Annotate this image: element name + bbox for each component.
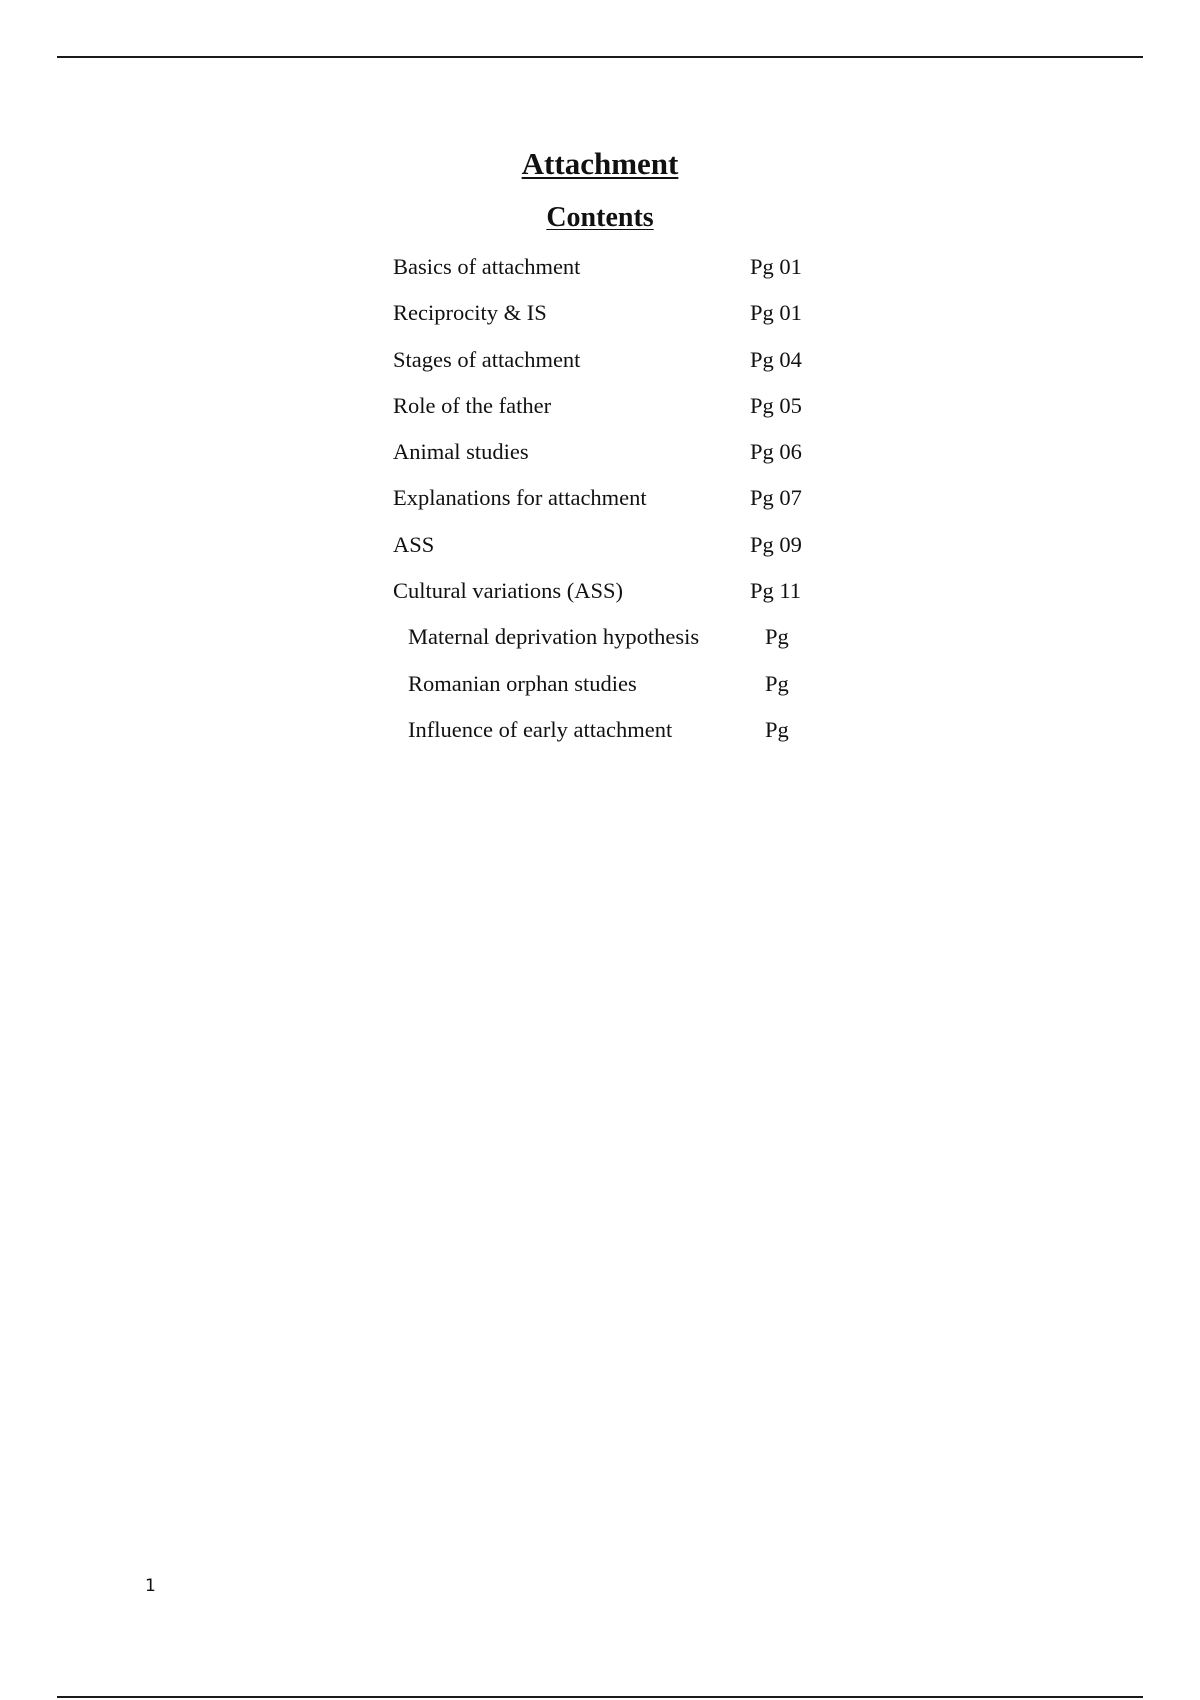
document-title: Attachment bbox=[521, 146, 679, 181]
toc-entry-label: Reciprocity & IS bbox=[393, 300, 547, 326]
toc-subentry bbox=[393, 712, 823, 758]
toc-entry-page: Pg 05 bbox=[750, 392, 802, 418]
toc-entry-page: Pg bbox=[765, 716, 789, 742]
toc-entry-label: Explanations for attachment bbox=[393, 485, 647, 511]
footer-rule bbox=[57, 1696, 1143, 1698]
toc-entry-label: Romanian orphan studies bbox=[408, 670, 637, 696]
table-of-contents bbox=[393, 249, 823, 758]
toc-entry-page: Pg bbox=[765, 670, 789, 696]
toc-entry-label: Cultural variations (ASS) bbox=[393, 578, 623, 604]
toc-entry-page: Pg 11 bbox=[750, 578, 802, 604]
toc-entry-page: Pg bbox=[765, 624, 789, 650]
toc-entry bbox=[393, 480, 823, 526]
toc-subentry bbox=[393, 666, 823, 712]
toc-entry bbox=[393, 527, 823, 573]
page-number: 1 bbox=[145, 1576, 156, 1596]
toc-entry-label: Stages of attachment bbox=[393, 346, 581, 372]
toc-entry-page: Pg 01 bbox=[750, 254, 802, 279]
contents-heading: Contents bbox=[546, 202, 654, 233]
toc-entry bbox=[393, 249, 823, 295]
toc-entry-page: Pg 07 bbox=[750, 485, 802, 511]
toc-entry-label: Basics of attachment bbox=[393, 254, 581, 279]
toc-entry-page: Pg 09 bbox=[750, 531, 802, 557]
header-rule bbox=[57, 56, 1143, 58]
toc-entry-label: Influence of early attachment bbox=[408, 716, 673, 742]
toc-entry bbox=[393, 573, 823, 619]
toc-entry bbox=[393, 434, 823, 480]
toc-entry-label: Role of the father bbox=[393, 392, 552, 418]
toc-entry bbox=[393, 295, 823, 341]
toc-entry bbox=[393, 342, 823, 388]
toc-entry-label: ASS bbox=[393, 531, 435, 557]
toc-entry-page: Pg 01 bbox=[750, 300, 802, 326]
toc-entry-label: Maternal deprivation hypothesis bbox=[408, 624, 700, 650]
toc-entry bbox=[393, 388, 823, 434]
toc-entry-label: Animal studies bbox=[393, 439, 529, 465]
toc-entry-page: Pg 04 bbox=[750, 346, 802, 372]
toc-entry-page: Pg 06 bbox=[750, 439, 802, 465]
toc-subentry bbox=[393, 619, 823, 665]
